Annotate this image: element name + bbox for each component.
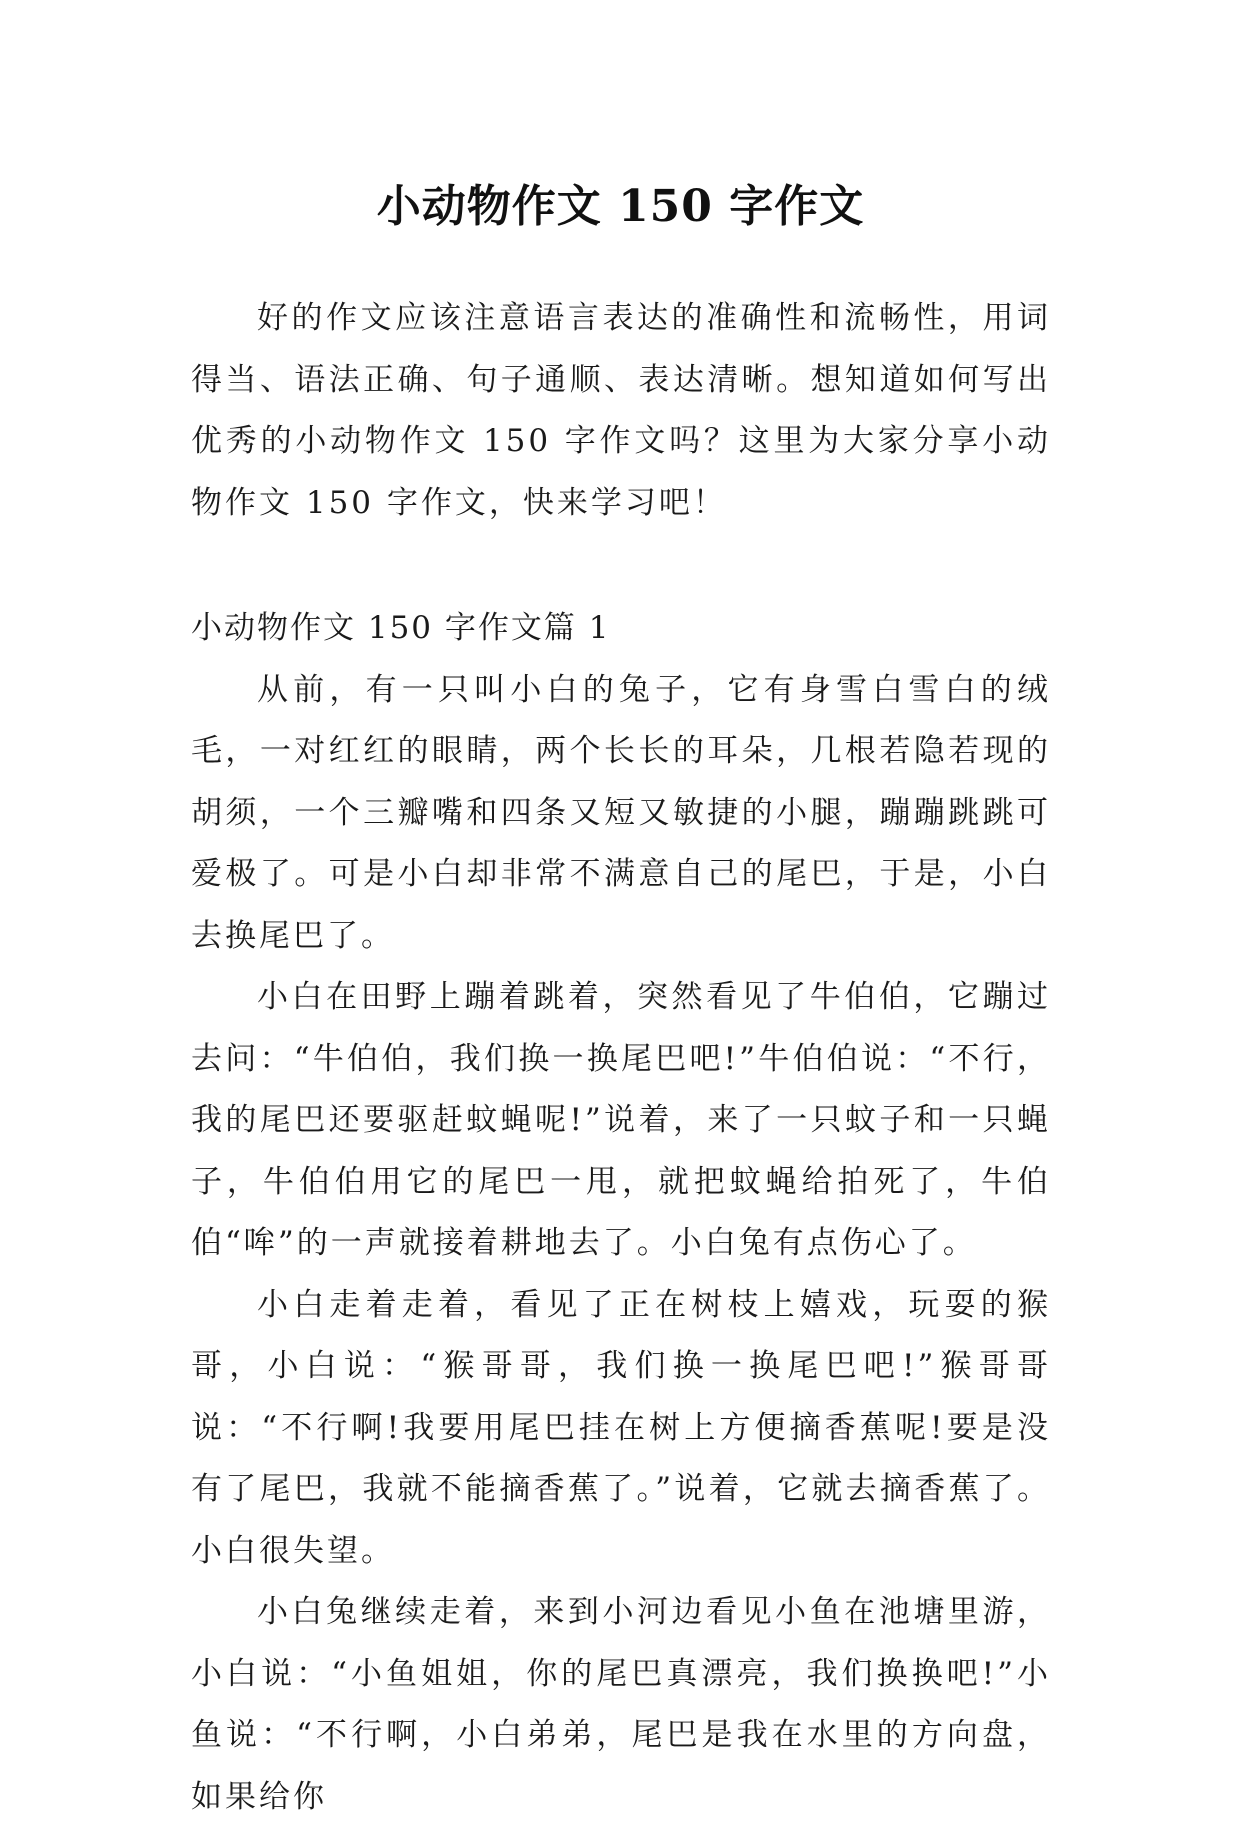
story-paragraph-4: 小白兔继续走着，来到小河边看见小鱼在池塘里游，小白说：“小鱼姐姐，你的尾巴真漂亮，我们换换吧!”小鱼说：“不行啊，小白弟弟，尾巴是我在水里的方向盘，如果给你: [191, 1594, 1051, 1815]
intro-paragraph: 好的作文应该注意语言表达的准确性和流畅性，用词得当、语法正确、句子通顺、表达清晰。想知道如何写出优秀的小动物作文 150 字作文吗？这里为大家分享小动物作文 150 字作文，快来学习吧！: [191, 300, 1051, 521]
story-paragraph-1: 从前，有一只叫小白的兔子，它有身雪白雪白的绒毛，一对红红的眼睛，两个长长的耳朵，几根若隐若现的胡须，一个三瓣嘴和四条又短又敏捷的小腿，蹦蹦跳跳可爱极了。可是小白却非常不满意自己的尾巴，于是，小白去换尾巴了。: [191, 671, 1051, 954]
story-paragraph-3: 小白走着走着，看见了正在树枝上嬉戏，玩耍的猴哥，小白说：“猴哥哥，我们换一换尾巴吧!”猴哥哥说：“不行啊!我要用尾巴挂在树上方便摘香蕉呢!要是没有了尾巴，我就不能摘香蕉了。”说着，它就去摘香蕉了。小白很失望。: [191, 1286, 1051, 1569]
document-body: [191, 288, 1051, 1828]
document-title: 小动物作文 150 字作文: [376, 181, 865, 233]
section-heading: 小动物作文 150 字作文篇 1: [191, 610, 611, 646]
story-paragraph-2: 小白在田野上蹦着跳着，突然看见了牛伯伯，它蹦过去问：“牛伯伯，我们换一换尾巴吧!”牛伯伯说：“不行，我的尾巴还要驱赶蚊蝇呢!”说着，来了一只蚊子和一只蝇子，牛伯伯用它的尾巴一甩，就把蚊蝇给拍死了，牛伯伯“哞”的一声就接着耕地去了。小白兔有点伤心了。: [191, 979, 1051, 1261]
